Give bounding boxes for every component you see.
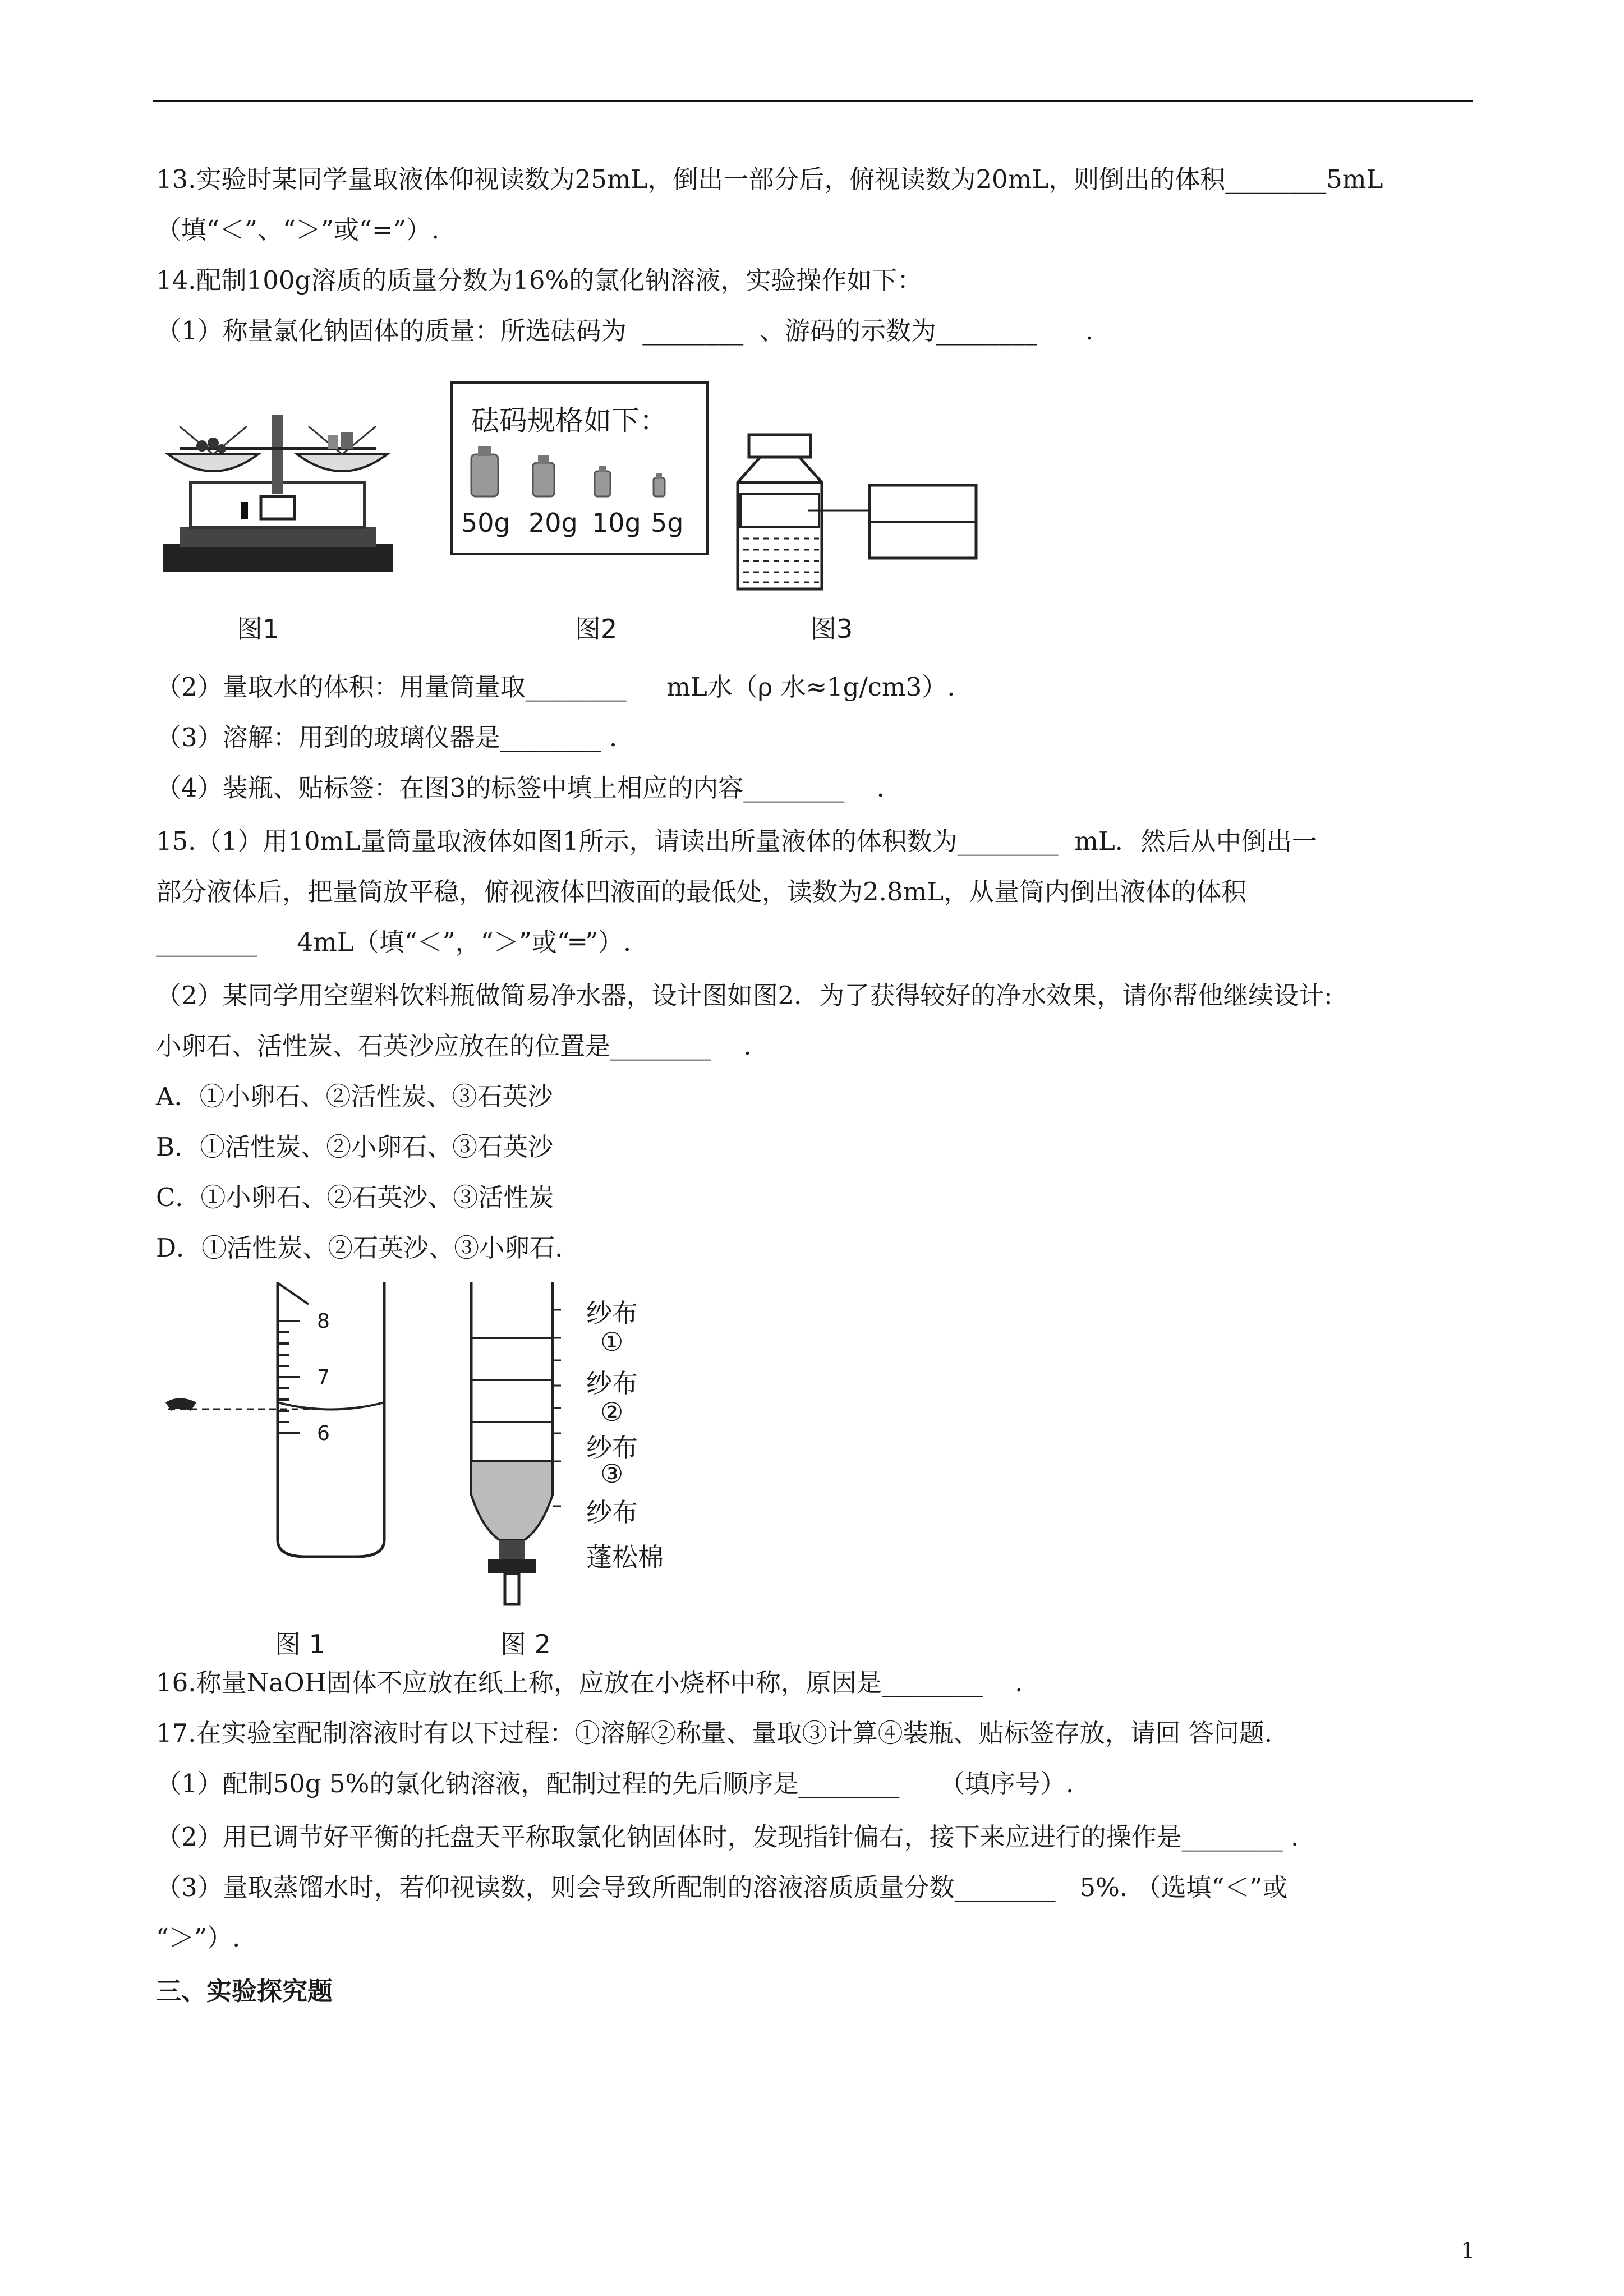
q14-part4: （4）装瓶、贴标签：在图3的标签中填上相应的内容________ . [156, 773, 885, 803]
option-d: D．①活性炭、②石英沙、③小卵石. [156, 1233, 563, 1263]
q15-line2: 部分液体后，把量筒放平稳，俯视液体凹液面的最低处，读数为2.8mL，从量筒内倒出液体的体积 [156, 877, 1247, 907]
q14-part1: （1）称量氯化钠固体的质量：所选砝码为 ________ 、游码的示数为________ . [156, 316, 1093, 346]
q13-line2: （填“＜”、“＞”或“=”）. [156, 215, 440, 245]
graduated-cylinder-figure [157, 1276, 410, 1568]
weight-label-50g: 50g [461, 508, 510, 538]
q13-line1: 13.实验时某同学量取液体仰视读数为25mL，倒出一部分后，俯视读数为20mL，则倒出的体积________5mL [156, 164, 1383, 194]
weights-title: 砝码规格如下： [471, 404, 668, 437]
fig2-caption: 图2 [575, 614, 618, 644]
page-number: 1 [1461, 2238, 1475, 2264]
q15-line3: ________ 4mL（填“＜”，“＞”或“═”）. [156, 927, 632, 957]
fig1-caption-row2: 图 1 [275, 1629, 325, 1659]
filter-label-position-3: ③ [600, 1458, 624, 1489]
q16: 16.称量NaOH固体不应放在纸上称，应放在小烧杯中称，原因是________ . [156, 1668, 1023, 1697]
weight-label-20g: 20g [528, 508, 578, 538]
q15-line1: 15.（1）用10mL量筒量取液体如图1所示，请读出所量液体的体积数为________ mL．然后从中倒出一 [156, 826, 1317, 856]
q14-part2: （2）量取水的体积：用量筒量取________ mL水（ρ 水≈1g/cm3）. [156, 672, 955, 702]
filter-label-gauze-2: 纱布 [586, 1368, 638, 1398]
option-b: B．①活性炭、②小卵石、③石英沙 [156, 1132, 554, 1162]
section-heading: 三、实验探究题 [156, 1976, 333, 2006]
q17-part1: （1）配制50g 5%的氯化钠溶液，配制过程的先后顺序是________ （填序号）. [156, 1769, 1074, 1798]
q17-stem: 17.在实验室配制溶液时有以下过程：①溶解②称量、量取③计算④装瓶、贴标签存放，请回 答问题. [156, 1718, 1273, 1748]
fig2-caption-row2: 图 2 [500, 1629, 551, 1659]
balance-figure [157, 393, 398, 578]
filter-label-cotton: 蓬松棉 [586, 1542, 664, 1572]
tick-label-8: 8 [317, 1310, 330, 1333]
weight-label-10g: 10g [592, 508, 641, 538]
weight-label-5g: 5g [651, 508, 684, 538]
water-filter-figure [460, 1276, 561, 1613]
q14-stem: 14.配制100g溶质的质量分数为16%的氯化钠溶液，实验操作如下： [156, 265, 923, 295]
q17-part3-line1: （3）量取蒸馏水时，若仰视读数，则会导致所配制的溶液溶质质量分数________ 5%. （选填“＜”或 [156, 1872, 1288, 1902]
q17-part2: （2）用已调节好平衡的托盘天平称取氯化钠固体时，发现指针偏右，接下来应进行的操作是________ . [156, 1822, 1299, 1852]
q14-part3: （3）溶解：用到的玻璃仪器是________ . [156, 723, 618, 752]
option-a: A．①小卵石、②活性炭、③石英沙 [156, 1082, 553, 1111]
filter-label-gauze-3: 纱布 [586, 1433, 638, 1463]
reagent-bottle-figure [735, 432, 982, 595]
option-c: C．①小卵石、②石英沙、③活性炭 [156, 1182, 554, 1212]
tick-label-6: 6 [317, 1422, 330, 1445]
filter-label-gauze-4: 纱布 [586, 1497, 638, 1527]
q15-part2-line2: 小卵石、活性炭、石英沙应放在的位置是________ . [156, 1031, 752, 1061]
header-rule [153, 100, 1473, 102]
fig3-caption: 图3 [811, 614, 853, 644]
weights-icons [460, 443, 696, 505]
fig1-caption: 图1 [237, 614, 279, 644]
filter-label-gauze-1: 纱布 [586, 1298, 638, 1328]
filter-label-position-2: ② [600, 1397, 624, 1427]
q15-part2-line1: （2）某同学用空塑料饮料瓶做简易净水器，设计图如图2．为了获得较好的净水效果，请你帮他继续设计: [156, 981, 1333, 1010]
filter-label-position-1: ① [600, 1327, 624, 1357]
tick-label-7: 7 [317, 1366, 330, 1389]
q17-part3-line2: “＞”）. [156, 1923, 241, 1953]
